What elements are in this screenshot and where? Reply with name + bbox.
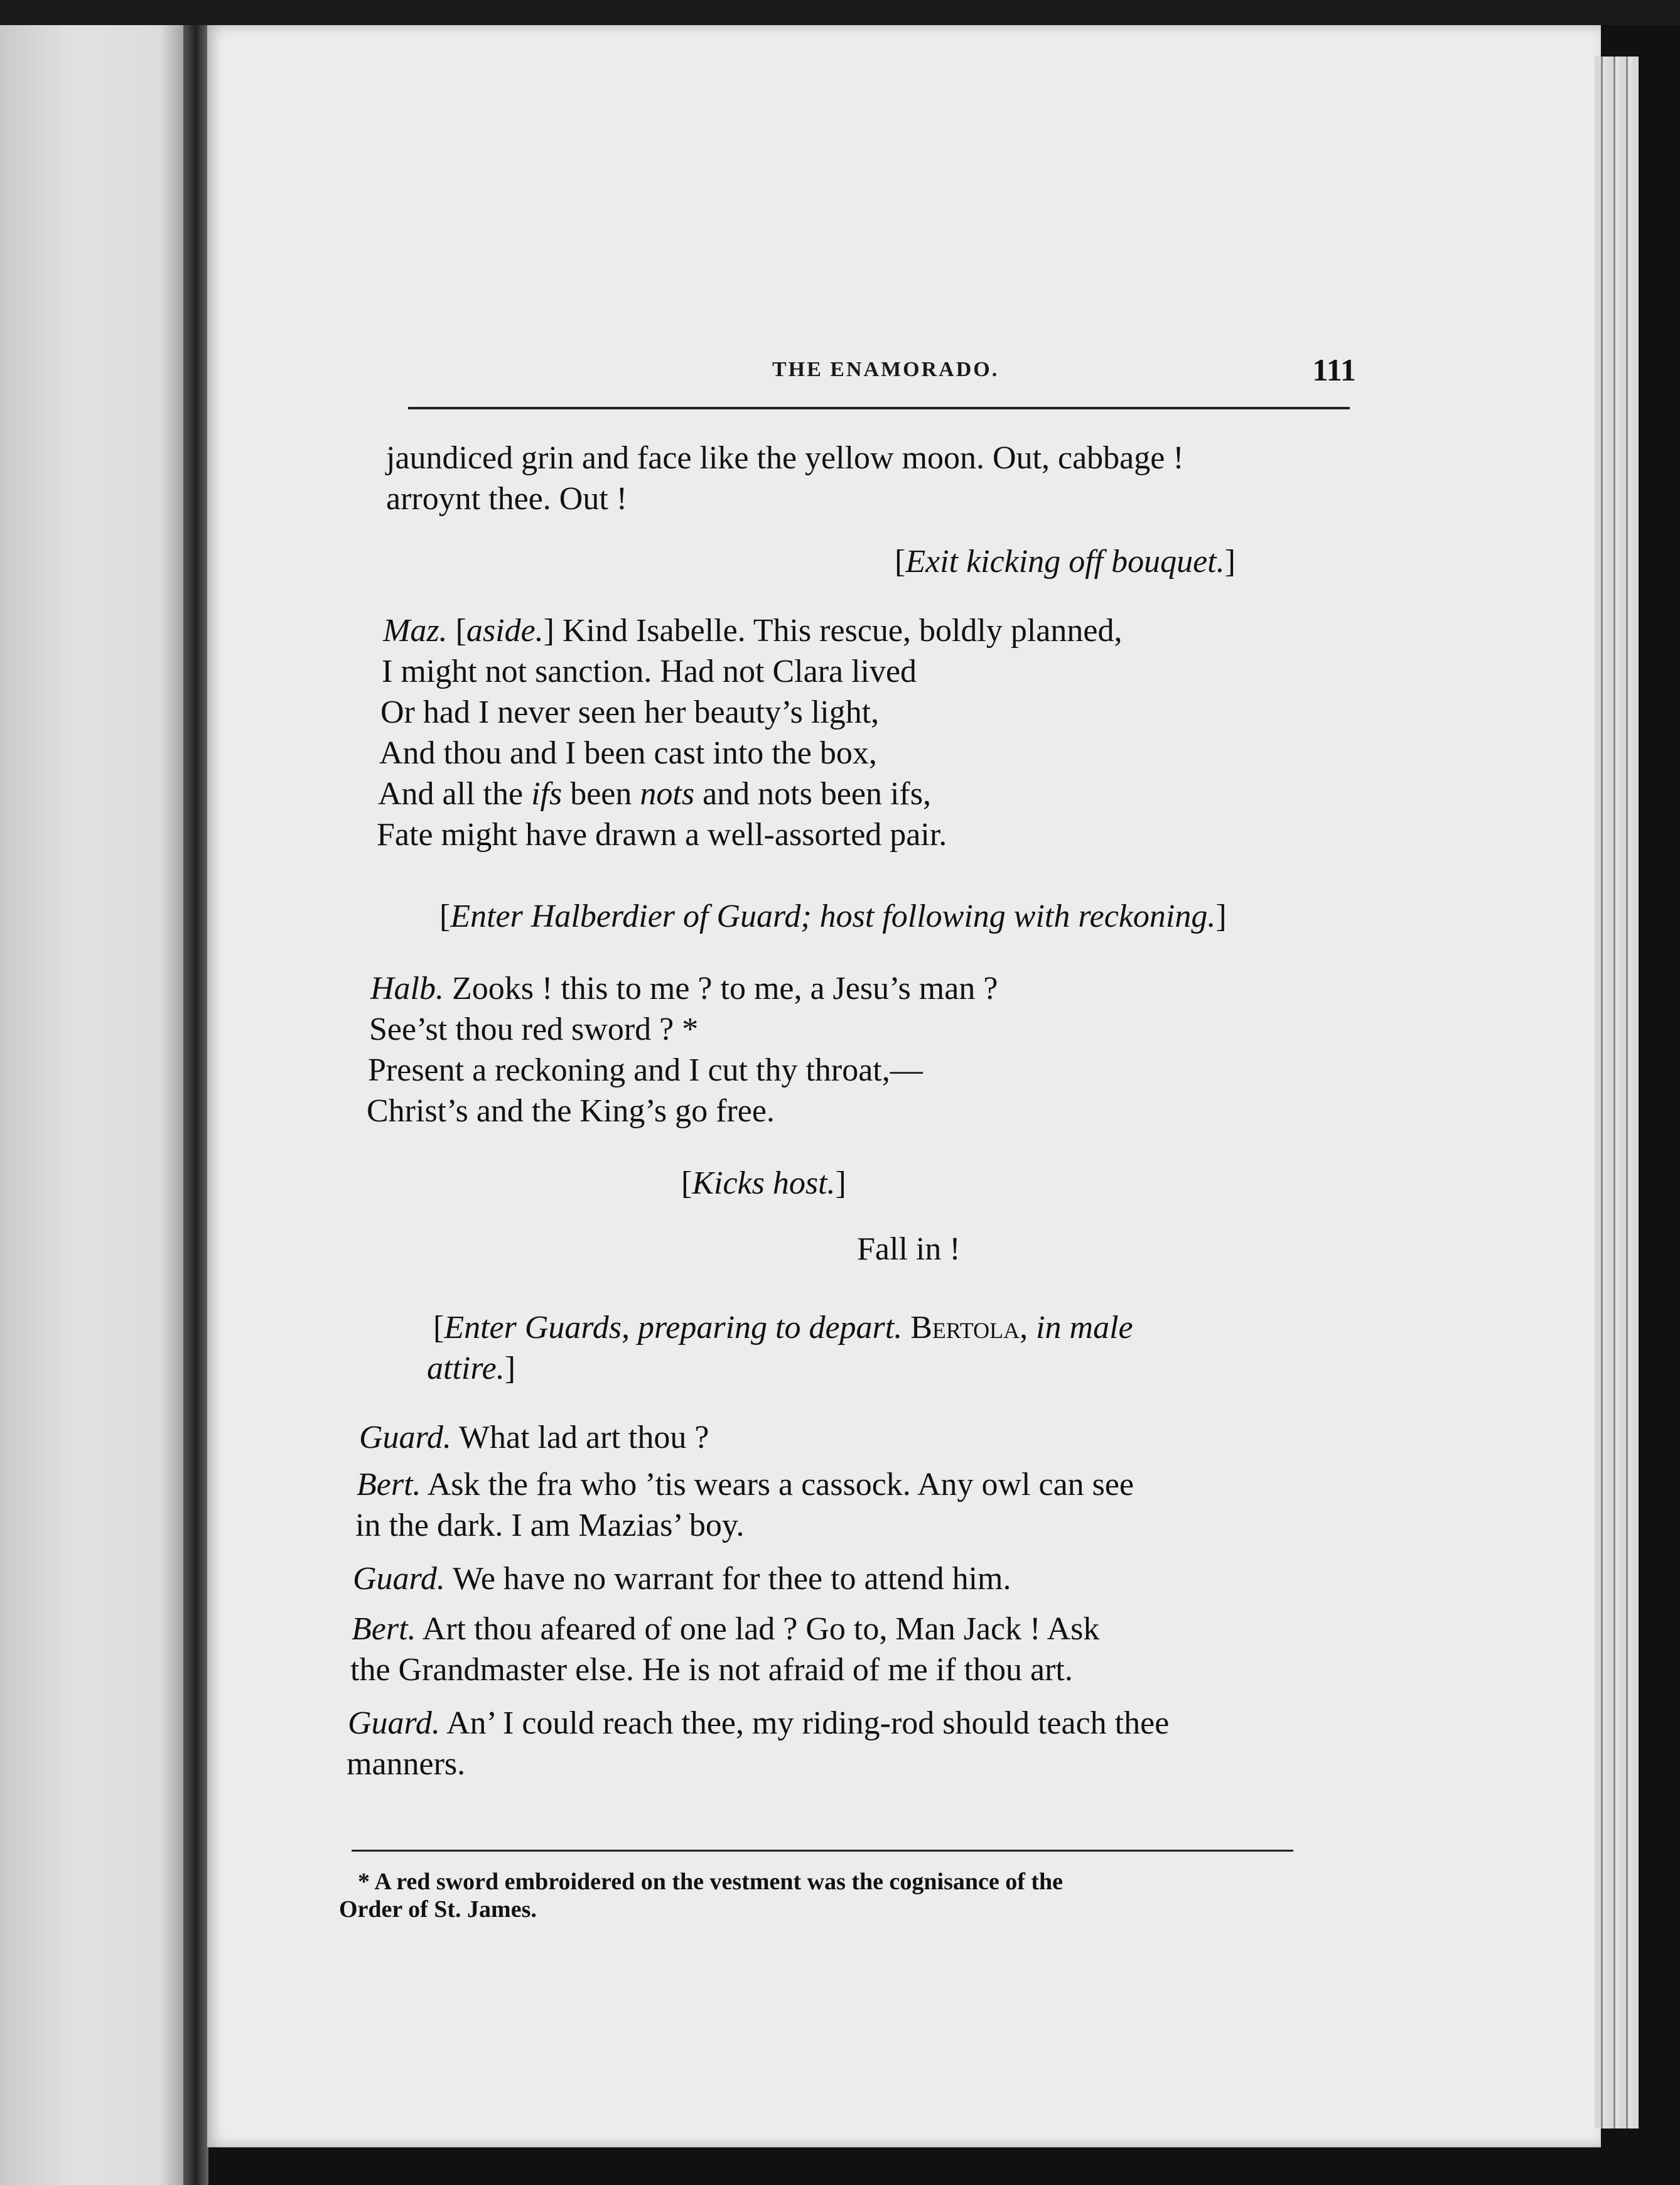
- text-run: [: [433, 1310, 444, 1346]
- text-line-14: [367, 1092, 775, 1130]
- text-run: Guard.: [353, 1561, 445, 1597]
- text-run: jaundiced grin and face like the yellow moon. Out, cabbage !: [386, 440, 1184, 476]
- text-run: Or had I never seen her beauty’s light,: [380, 694, 880, 730]
- text-line-24: [350, 1651, 1073, 1689]
- text-line-10: [439, 898, 1227, 936]
- text-run: Kicks host.: [692, 1165, 836, 1201]
- text-line-26: [347, 1745, 465, 1783]
- text-run: Ask the fra who ’tis wears a cassock. Any owl can see: [421, 1467, 1134, 1503]
- text-line-11: [370, 970, 998, 1008]
- text-run: been: [562, 776, 640, 812]
- text-run: [: [439, 898, 451, 934]
- text-run: Enter Halberdier of Guard; host following with reckoning.: [450, 898, 1216, 934]
- text-run: Christ’s and the King’s go free.: [367, 1093, 775, 1129]
- text-run: [902, 1310, 910, 1346]
- text-run: Bert.: [352, 1611, 416, 1647]
- page-edges-stack: [1595, 57, 1639, 2128]
- text-line-12: [369, 1011, 698, 1049]
- text-run: and nots been ifs,: [694, 776, 931, 812]
- text-run: Fall in !: [857, 1231, 961, 1267]
- running-head: [402, 352, 1356, 389]
- text-run: ]: [835, 1165, 846, 1201]
- text-run: in male: [1028, 1310, 1133, 1346]
- text-run: We have no warrant for thee to attend him.: [444, 1561, 1011, 1597]
- text-line-22: [353, 1560, 1011, 1598]
- text-run: Bertola,: [910, 1310, 1028, 1346]
- text-run: arroynt thee. Out !: [386, 481, 628, 517]
- footnote-line-1: * A red sword embroidered on the vestment was the cognisance of the: [358, 1869, 1063, 1895]
- text-run: Fate might have drawn a well-assorted pair.: [377, 817, 947, 853]
- text-line-2: [386, 480, 627, 518]
- text-line-13: [368, 1052, 923, 1089]
- text-line-6: [380, 694, 879, 731]
- text-run: ]: [1224, 544, 1236, 580]
- text-run: Maz.: [383, 613, 448, 649]
- text-run: Art thou afeared of one lad ? Go to, Man Jack ! Ask: [416, 1611, 1100, 1647]
- text-run: What lad art thou ?: [451, 1420, 709, 1455]
- text-line-19: [359, 1419, 709, 1457]
- text-line-25: [348, 1705, 1169, 1742]
- text-run: ]: [504, 1351, 516, 1386]
- text-run: Guard.: [359, 1420, 451, 1455]
- text-run: Enter Guards, preparing to depart.: [444, 1310, 903, 1346]
- text-run: Present a reckoning and I cut thy throat,—: [368, 1052, 923, 1088]
- text-run: Halb.: [370, 971, 444, 1006]
- text-line-16: [857, 1231, 961, 1268]
- text-line-7: [379, 735, 877, 772]
- text-line-20: [357, 1466, 1134, 1504]
- text-run: [: [681, 1165, 692, 1201]
- text-run: manners.: [347, 1746, 466, 1782]
- text-run: [: [447, 613, 466, 649]
- text-line-21: [355, 1507, 744, 1545]
- text-line-5: [382, 653, 917, 691]
- book-gutter: [183, 25, 208, 2185]
- text-run: Guard.: [348, 1705, 440, 1741]
- text-run: See’st thou red sword ? *: [369, 1012, 699, 1047]
- text-run: An’ I could reach thee, my riding-rod should teach thee: [439, 1705, 1170, 1741]
- scan-top-border: [0, 0, 1680, 25]
- facing-page-edge: [0, 25, 188, 2185]
- text-run: Bert.: [357, 1467, 421, 1503]
- text-run: ]: [1215, 898, 1227, 934]
- running-title: THE ENAMORADO.: [772, 358, 999, 381]
- text-run: in the dark. I am Mazias’ boy.: [355, 1508, 745, 1543]
- text-line-4: [383, 612, 1122, 650]
- text-run: And all the: [378, 776, 532, 812]
- header-rule: [408, 407, 1350, 409]
- text-run: aside.: [466, 613, 544, 649]
- text-run: ifs: [531, 776, 563, 812]
- text-run: nots: [640, 776, 695, 812]
- text-run: the Grandmaster else. He is not afraid of me if thou art.: [350, 1652, 1073, 1688]
- text-line-9: [377, 816, 947, 854]
- page-number: 111: [1312, 352, 1356, 387]
- text-run: [: [895, 544, 906, 580]
- text-line-15: [681, 1165, 846, 1202]
- footnote-rule: [352, 1850, 1293, 1852]
- footnote-line-2: Order of St. James.: [339, 1896, 537, 1923]
- text-line-18: [427, 1350, 515, 1388]
- text-run: ] Kind Isabelle. This rescue, boldly planned,: [543, 613, 1123, 649]
- text-line-3: [895, 543, 1236, 581]
- text-run: Exit kicking off bouquet.: [905, 544, 1225, 580]
- text-run: I might not sanction. Had not Clara lived: [382, 654, 917, 689]
- text-run: Zooks ! this to me ? to me, a Jesu’s man ?: [444, 971, 998, 1006]
- text-run: attire.: [427, 1351, 505, 1386]
- text-line-23: [352, 1610, 1099, 1648]
- text-line-8: [378, 775, 931, 813]
- text-line-17: [433, 1309, 1133, 1347]
- text-line-1: [386, 440, 1184, 477]
- text-run: And thou and I been cast into the box,: [379, 735, 877, 771]
